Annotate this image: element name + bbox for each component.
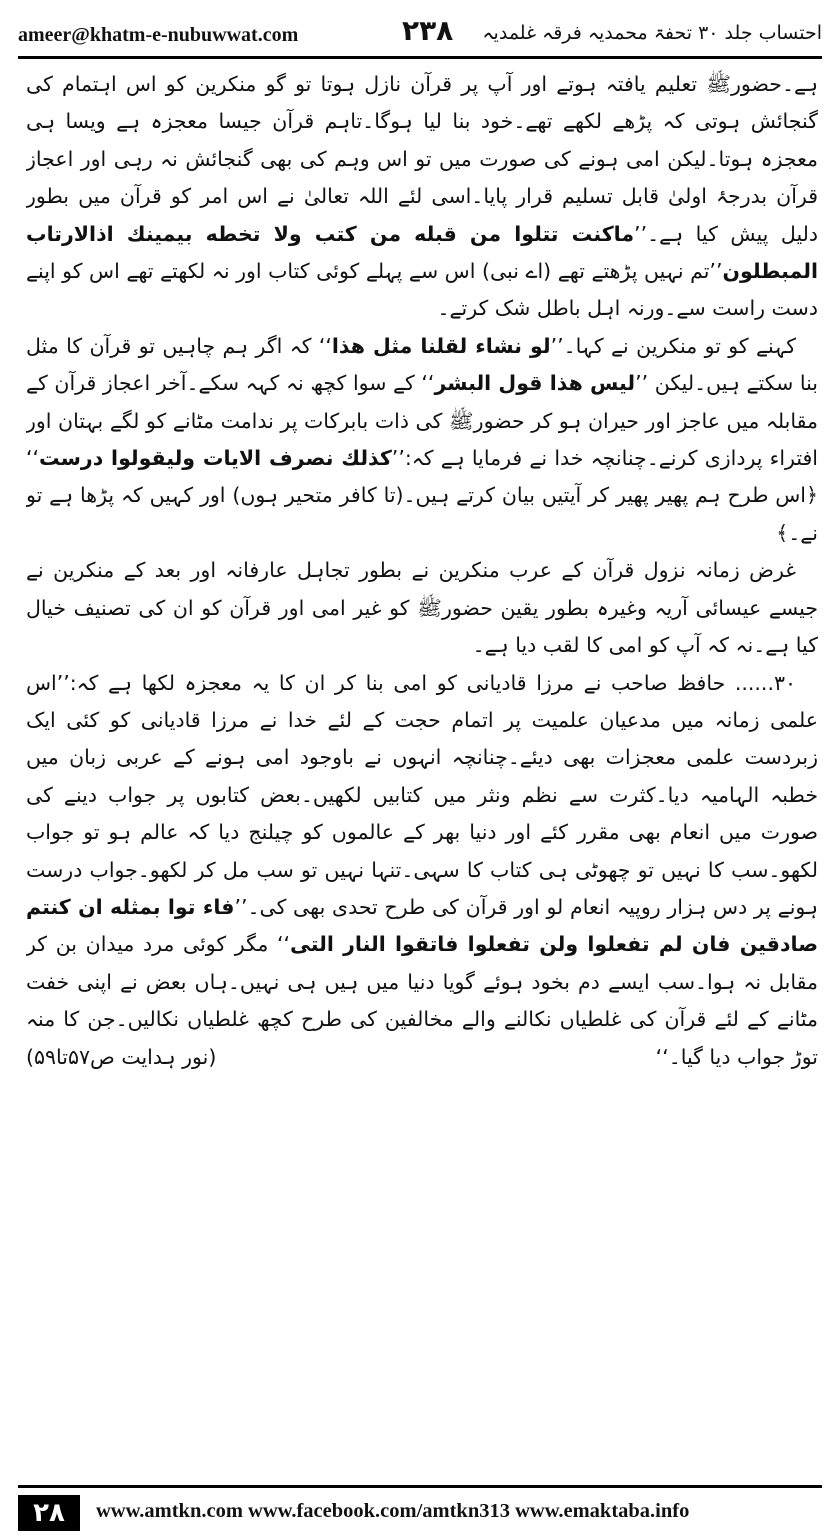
header-page-number: ۲۳۸ [402,14,454,47]
page-body [26,66,818,1461]
footer-divider [18,1485,822,1488]
paragraph-1: ہے۔حضورﷺ تعلیم یافتہ ہوتے اور آپ پر قرآن نازل ہوتا تو گو منکرین کو اس اہتمام کی گنجائش ہوتی کہ پڑھے لکھے تھے۔خود بنا لیا ہوگا۔تاہم قرآن جیسا معجزہ ہے ویسا ہی معجزہ ہوتا۔لیکن امی ہونے کی صورت میں تو اس وہم کی بھی گنجائش نہ رہی اور اعجاز قرآن بدرجۂ اولیٰ قابل تسلیم قرار پایا۔اسی لئے اللہ تعالیٰ نے اس امر کو قرآن میں بطور دلیل پیش کیا ہے۔’’ماکنت تتلوا من قبله من كتب ولا تخطه بيمينك اذالارتاب المبطلون’’تم نہیں پڑھتے تھے (اے نبی) اس سے پہلے کوئی کتاب اور نہ لکھتے تھے اس کو اپنے دست راست سے۔ورنہ اہل باطل شک کرتے۔ [26,72,818,321]
header-book-title: احتساب جلد ۳۰ تحفۃ محمدیہ فرقہ غلمدیہ [482,22,822,44]
page-header [18,10,822,50]
header-email: ameer@khatm-e-nubuwwat.com [18,24,299,46]
arabic-verse: كذلك نصرف الايات وليقولوا درست [39,446,392,471]
footer-page-number: ۲۸ [18,1495,80,1531]
paragraph-3: غرض زمانہ نزول قرآن کے عرب منکرین نے بطور تجاہل عارفانہ اور بعد کے منکرین نے جیسے عیسائی آریہ وغیرہ بطور یقین حضورﷺ کو غیر امی اور قرآن کو ان کی تصنیف خیال کیا ہے۔نہ کہ آپ کو امی کا لقب دیا ہے۔ [26,558,818,658]
arabic-verse: ماکنت تتلوا من قبله من كتب ولا تخطه بيمينك اذالارتاب المبطلون [26,221,818,284]
source-reference: (نور ہدایت ص۵۷تا۵۹) [26,1044,217,1069]
arabic-verse: ليس هذا قول البشر [434,371,636,396]
header-divider [18,56,822,59]
paragraph-4: ۳۰...... حافظ صاحب نے مرزا قادیانی کو امی بنا کر ان کا یہ معجزہ لکھا ہے کہ:’’اس علمی زمانہ میں مدعیان علمیت پر اتمام حجت کے لئے خدا نے مرزا قادیانی کو کئی ایک زبردست علمی معجزات بھی دیئے۔چنانچہ انہوں نے باوجود امی ہونے کے عربی زبان میں خطبہ الہامیہ دیا۔کثرت سے نظم ونثر میں کتابیں لکھیں۔بعض کتابوں پر جواب دینے کی صورت میں انعام بھی مقرر کئے اور دنیا بھر کے عالموں کو چیلنج دیا کہ عالم ہو تو جواب لکھو۔سب کا نہیں تو چھوٹی ہی کتاب کا سہی۔تنہا نہیں تو سب مل کر لکھو۔جواب درست ہونے پر دس ہزار روپیہ انعام لو اور قرآن کی طرح تحدی بھی کی۔’’فاء توا بمثله ان كنتم صادقين فان لم تفعلوا ولن تفعلوا فاتقوا النار التى‘‘ مگر کوئی مرد میدان بن کر مقابل نہ ہوا۔سب ایسے دم بخود ہوئے گویا دنیا میں ہیں ہی نہیں۔ہاں بعض نے اپنی خفت مٹانے کے لئے قرآن کی غلطیاں نکالنے والے مخالفین کی طرح کچھ غلطیاں نکالیں۔جن کا منہ توڑ جواب دیا گیا۔‘‘ (نور ہدایت ص۵۷تا۵۹) [26,665,818,1076]
paragraph-2: کہنے کو تو منکرین نے کہا۔’’لو نشاء لقلنا مثل هذا‘‘ کہ اگر ہم چاہیں تو قرآن کا مثل بنا سکتے ہیں۔لیکن ’’ليس هذا قول البشر‘‘ کے سوا کچھ نہ کہہ سکے۔آخر اعجاز قرآن کے مقابلہ میں عاجز اور حیران ہو کر حضورﷺ کی ذات بابرکات پر ندامت مٹانے کو لگے بہتان اور افتراء پردازی کرنے۔چنانچہ خدا نے فرمایا ہے کہ:’’كذلك نصرف الايات وليقولوا درست‘‘ ﴿اس طرح ہم پھیر پھیر کر آیتیں بیان کرتے ہیں۔(تا کافر متحیر ہوں) اور کہیں کہ پڑھا ہے تو نے۔﴾ [26,333,818,545]
arabic-verse: فاء توا بمثله ان كنتم صادقين فان لم تفعلوا ولن تفعلوا فاتقوا النار التى [26,894,818,957]
footer-links: www.amtkn.com www.facebook.com/amtkn313 www.emaktaba.info [96,1500,690,1522]
arabic-verse: لو نشاء لقلنا مثل هذا [331,333,551,358]
